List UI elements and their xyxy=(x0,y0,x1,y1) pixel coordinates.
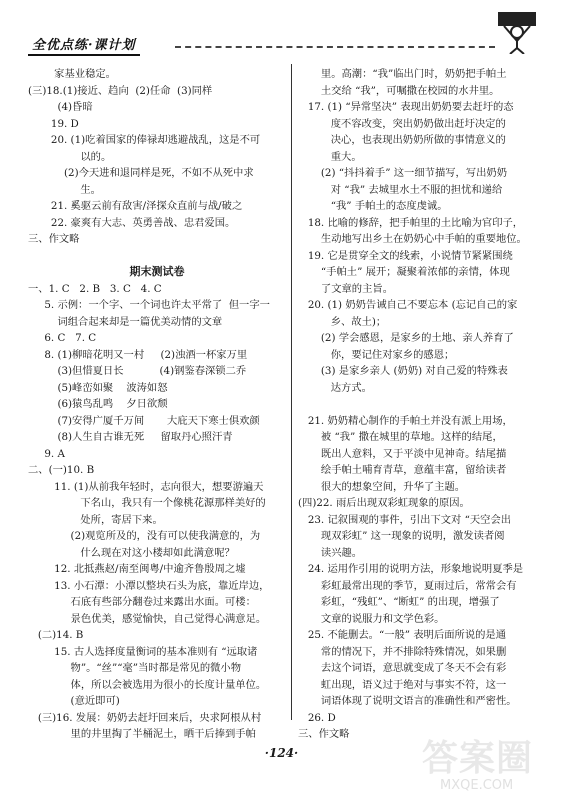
answer-line: 石底有些部分翻卷过来露出水面。可楼： xyxy=(28,596,256,608)
header-dashed-rule xyxy=(175,46,495,50)
right-answer-column xyxy=(298,66,548,743)
answer-line: 15. 古人选择度量衡词的基本准则有 “远取诸 xyxy=(28,645,258,658)
series-title: 全优点练·课计划 xyxy=(28,34,140,56)
answer-line: 重大。 xyxy=(298,150,362,163)
answer-line: 度不容改变，突出奶奶做出赶圩决定的 xyxy=(298,117,506,130)
answer-line: 26. D xyxy=(298,711,336,724)
answer-line: 期末测试卷 xyxy=(129,265,185,278)
answer-line: 19. D xyxy=(28,117,79,130)
student-holding-sign-icon xyxy=(492,8,542,54)
answer-line: (四)22. 雨后出现双彩虹现象的原因。 xyxy=(298,497,470,509)
answer-line: 现双彩虹” 这一现象的说明，激发读者阅 xyxy=(298,530,505,542)
answer-line: 文章的说服力和文学色彩。 xyxy=(298,612,445,625)
answer-line: 既出人意料，又于平淡中见神奇。结尾描 xyxy=(298,447,507,460)
answer-line: (6)猿鸟乱鸣 夕日欲颓 xyxy=(28,398,168,410)
answer-line: 18. 比喻的修辞，把手帕里的土比喻为官印子， xyxy=(298,216,524,229)
answer-line: 20. (1)吃着国家的俸禄却逃避战乱，这是不可 xyxy=(28,134,261,146)
answer-line: 被 “我” 撒在城里的草地。这样的结尾， xyxy=(298,431,503,443)
watermark xyxy=(422,730,552,800)
answer-line: 里的井里掏了半桶泥土，晒干后捧到手帕 xyxy=(28,728,256,740)
answer-line: 8. (1)柳暗花明又一村 (2)浊酒一杯家万里 xyxy=(28,348,248,361)
answer-line: 11. (1)从前我年轻时，志向很大，想要游遍天 xyxy=(28,480,264,493)
answer-line: 决心，也表现出奶奶所做的事情意义的 xyxy=(298,134,506,146)
answer-line: 体，所以会被选用为很小的长度计量单位。 xyxy=(28,678,267,691)
answer-line: (2)观览所及的，没有可以使我满意的，为 xyxy=(28,530,261,542)
answer-line: 绘手帕土哺育青草，意蕴丰富，留给读者 xyxy=(298,464,507,476)
answer-line: “手帕土” 展开；凝聚着浓郁的亲情，体现 xyxy=(298,266,510,278)
answer-line: (2) “抖抖着手” 这一细节描写，写出奶奶 xyxy=(298,167,508,179)
answer-line xyxy=(28,248,286,265)
answer-line: (8)人生自古谁无死 留取丹心照汗青 xyxy=(28,431,233,443)
answer-line: 生。 xyxy=(28,183,101,196)
answer-line: 12. 北抵燕赵/南至闽粤/中逾齐鲁殷周之墟 xyxy=(28,563,246,575)
answer-line: 生动地写出乡土在奶奶心中手帕的重要地位。 xyxy=(298,233,527,245)
answer-line: 三、作文略 xyxy=(298,728,350,740)
answer-line: 词语体现了说明文语言的准确性和严密性。 xyxy=(298,695,517,707)
answer-line: 去这个词语，意思就变成了冬天不会有彩 xyxy=(298,662,507,674)
page-number: ·124· xyxy=(264,746,299,760)
answer-line: 物”。“丝”“毫”当时都是常见的微小物 xyxy=(28,662,242,674)
answer-line: 彩虹最常出现的季节，夏雨过后，常常会有 xyxy=(298,579,517,592)
answer-line: 词组合起来却是一篇优美动情的文章 xyxy=(28,315,223,328)
answer-line: 以的。 xyxy=(28,150,112,163)
answer-line: (意近即可) xyxy=(28,695,120,707)
answer-line: (5)峰峦如聚 波涛如怒 xyxy=(28,381,168,394)
answer-line: (7)安得广厦千万间 大庇天下寒士俱欢颜 xyxy=(28,414,260,427)
page-header xyxy=(0,0,563,68)
answer-line: 彩虹，“残虹”、“断虹” 的出现，增强了 xyxy=(298,596,500,608)
answer-line: (2)今天进和退同样是死，不如不从死中求 xyxy=(28,167,254,179)
answer-line: 了文章的主旨。 xyxy=(298,282,393,295)
answer-line: 23. 记叙围观的事件，引出下文对 “天空会出 xyxy=(298,513,512,526)
answer-line: 家基业稳定。 xyxy=(28,68,116,80)
answer-line: 很大的想象空间，升华了主题。 xyxy=(298,480,466,493)
answer-line: 9. A xyxy=(28,447,65,460)
answer-line: 达方式。 xyxy=(298,381,372,394)
answer-line: 乡、故土)； xyxy=(298,315,387,328)
answer-line: 三、作文略 xyxy=(28,233,80,245)
answer-line: 常的情况下，并不排除特殊情况，如果删 xyxy=(298,645,507,658)
answer-line: (2) 学会感恩，是家乡的土地、亲人养育了 xyxy=(298,332,514,344)
answer-line: 你，要记住对家乡的感恩； xyxy=(298,348,455,361)
answer-line: 25. 不能删去。“一般” 表明后面所说的是通 xyxy=(298,629,507,641)
watermark-url: MXQE.COM xyxy=(440,778,514,793)
answer-line: (三)16. 发展：奶奶去赶圩回来后，央求阿根从村 xyxy=(28,711,262,724)
answer-line: 21. 奶奶精心制作的手帕土并没有派上用场， xyxy=(298,414,513,427)
column-divider xyxy=(291,64,292,720)
answer-line: (二)14. B xyxy=(28,629,84,641)
answer-line: 二、(一)10. B xyxy=(28,464,95,476)
answer-line: 对 “我” 去城里水土不服的担忧和递给 xyxy=(298,183,503,196)
answer-line: 景色优美，感觉愉快，自己觉得心满意足。 xyxy=(28,612,267,625)
answer-line: 22. 豪爽有大志、英勇善战、忠君爱国。 xyxy=(28,216,236,229)
answer-line: 19. 它是贯穿全文的线索，小说情节紧紧围绕 xyxy=(298,249,513,262)
answer-line: 17. (1) “异常坚决” 表现出奶奶要去赶圩的态 xyxy=(298,101,514,113)
answer-line: (3)但惜夏日长 (4)钢鉴春深锁二乔 xyxy=(28,365,247,377)
answer-line: 土交给 “我”，可嘱撒在校园的水井里。 xyxy=(298,84,500,97)
answer-line: 下名山，我只有一个像桃花源那样美好的 xyxy=(28,497,266,509)
answer-line: (三)18.(1)接近、趋向 (2)任命 (3)同样 xyxy=(28,84,213,97)
answer-line xyxy=(298,396,548,413)
answer-line: 5. 示例：一个字、一个词也许太平常了 但一字一 xyxy=(28,299,270,311)
answer-line: 一、1. C 2. B 3. C 4. C xyxy=(28,282,162,295)
answer-line: 6. C 7. C xyxy=(28,332,97,344)
answer-line: 处所，寄居下来。 xyxy=(28,513,163,526)
answer-line: (3) 是家乡亲人 (奶奶) 对自己爱的特殊表 xyxy=(298,365,508,377)
answer-line: 读兴趣。 xyxy=(298,546,363,559)
answer-line: 20. (1) 奶奶告诫自己不要忘本 (忘记自己的家 xyxy=(298,299,518,311)
watermark-text: 答案圈 xyxy=(422,738,534,779)
answer-line: 13. 小石潭：小潭以整块石头为底，靠近岸边， xyxy=(28,579,270,592)
answer-line: 21. 奚驱云前有敌害/泽探众直前与战/破之 xyxy=(28,200,243,212)
answer-line: 什么现在对这小楼却如此满意呢？ xyxy=(28,546,235,559)
answer-line: (4)昏暗 xyxy=(28,101,93,113)
answer-line: “我” 手帕土的态度虔诚。 xyxy=(298,200,448,212)
answer-line: 虹出现，语义过于绝对与事实不符，这一 xyxy=(298,678,507,691)
answer-line: 里。高潮：“我”临出门时，奶奶把手帕土 xyxy=(298,68,507,80)
left-answer-column xyxy=(28,66,286,743)
answer-line: 24. 运用作引用的说明方法，形象地说明夏季是 xyxy=(298,563,524,575)
